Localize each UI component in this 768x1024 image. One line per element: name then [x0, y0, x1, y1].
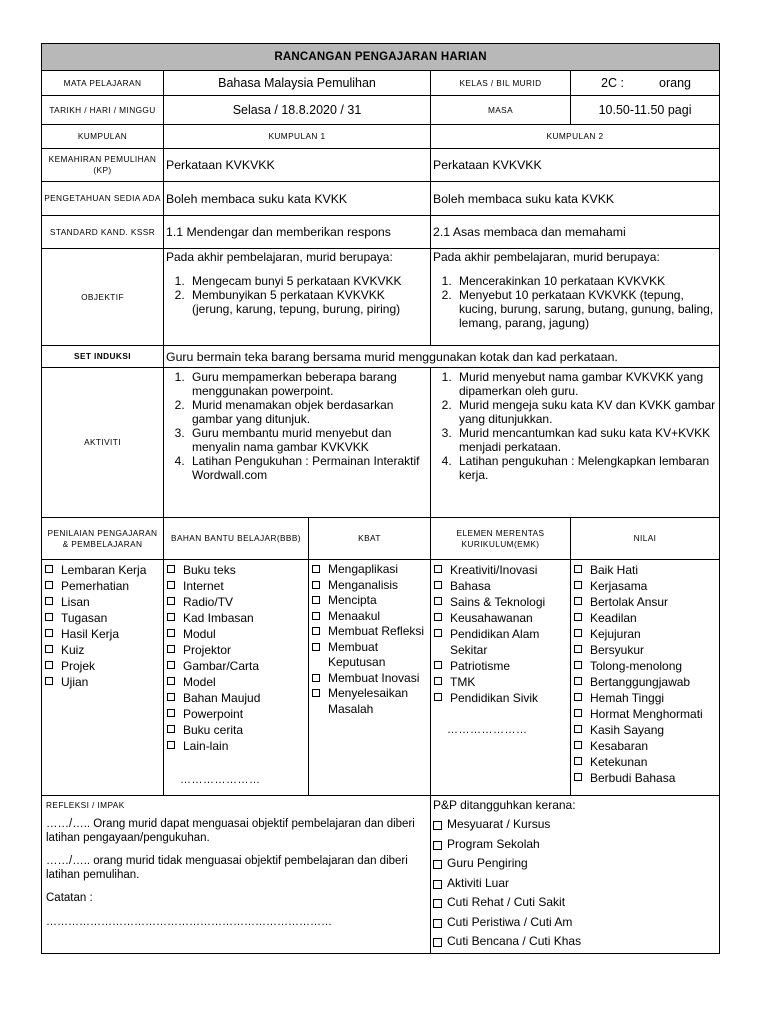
kbat-header: KBAT	[309, 518, 431, 560]
checkbox-item[interactable]	[166, 642, 306, 658]
checkbox-label: Pendidikan Alam Sekitar	[450, 627, 540, 657]
checkbox-item[interactable]	[433, 610, 568, 626]
checkbox-label: Ujian	[61, 675, 89, 689]
checkbox-item[interactable]	[573, 578, 717, 594]
nilai-list	[573, 560, 717, 786]
checkbox-icon[interactable]	[434, 629, 442, 637]
list-item: 1. Guru mempamerkan beberapa barang menggunakan powerpoint.	[188, 370, 428, 398]
checkbox-item[interactable]	[311, 562, 428, 578]
checkbox-item[interactable]	[311, 640, 428, 671]
emk-cell	[431, 560, 571, 796]
checkbox-item[interactable]	[433, 913, 717, 933]
kumpulan-1-header: KUMPULAN 1	[164, 125, 431, 149]
checkbox-item[interactable]	[433, 815, 717, 835]
checkbox-label: Guru Pengiring	[447, 856, 528, 870]
checkbox-item[interactable]	[433, 874, 717, 894]
checkbox-label: Bersyukur	[590, 643, 645, 657]
checkbox-item[interactable]	[44, 674, 161, 690]
checkbox-label: Sains & Teknologi	[450, 595, 546, 609]
checkbox-icon[interactable]	[574, 565, 582, 573]
checkbox-icon[interactable]	[433, 899, 442, 908]
checkbox-label: Lembaran Kerja	[61, 563, 147, 577]
tarikh-value: Selasa / 18.8.2020 / 31	[164, 96, 431, 125]
standard-k2: 2.1 Asas membaca dan memahami	[431, 216, 720, 249]
kelas-value: 2C :	[601, 76, 624, 90]
checkbox-label: Hormat Menghormati	[590, 707, 703, 721]
checkbox-label: Menganalisis	[328, 577, 399, 592]
checkbox-icon[interactable]	[167, 693, 175, 701]
checkbox-label: Model	[183, 675, 216, 689]
checkbox-icon[interactable]	[574, 581, 582, 589]
checkbox-item[interactable]	[166, 610, 306, 626]
checkbox-label: Kesabaran	[590, 739, 649, 753]
checkbox-item[interactable]	[433, 835, 717, 855]
pp-cell	[431, 796, 720, 954]
checkbox-item[interactable]	[573, 610, 717, 626]
checkbox-icon[interactable]	[434, 565, 442, 573]
checkbox-icon[interactable]	[434, 693, 442, 701]
checkbox-label: Membuat Refleksi	[328, 624, 425, 638]
checkbox-item[interactable]	[44, 578, 161, 594]
checkbox-icon[interactable]	[433, 841, 442, 850]
refleksi-line-2: ……/….. orang murid tidak menguasai objektif pembelajaran dan diberi latihan pemulihan.	[46, 855, 408, 881]
checkbox-icon[interactable]	[45, 677, 53, 685]
list-item: 1. Mengecam bunyi 5 perkataan KVKVKK	[188, 274, 428, 288]
checkbox-label: Kreativiti/Inovasi	[450, 563, 538, 577]
checkbox-label: Menaakul	[328, 608, 381, 623]
checkbox-icon[interactable]	[433, 821, 442, 830]
checkbox-icon[interactable]	[574, 773, 582, 781]
checkbox-item[interactable]	[573, 562, 717, 578]
page-title: RANCANGAN PENGAJARAN HARIAN	[42, 44, 720, 71]
checkbox-icon[interactable]	[433, 919, 442, 928]
checkbox-icon[interactable]	[167, 613, 175, 621]
checkbox-icon[interactable]	[312, 643, 320, 651]
checkbox-label: Lain-lain	[183, 739, 229, 753]
list-item: 2. Murid menamakan objek berdasarkan gambar yang ditunjuk.	[188, 398, 428, 426]
rph-table	[41, 43, 720, 954]
checkbox-label: Membuat Inovasi	[328, 670, 420, 685]
kelas-cell	[571, 71, 720, 96]
list-item: 4. Latihan Pengukuhan : Permainan Interaktif Wordwall.com	[188, 454, 428, 482]
mata-pelajaran-label: MATA PELAJARAN	[42, 71, 164, 96]
checkbox-icon[interactable]	[45, 597, 53, 605]
checkbox-icon[interactable]	[574, 741, 582, 749]
checkbox-icon[interactable]	[574, 709, 582, 717]
emk-header: ELEMEN MERENTAS KURIKULUM(EMK)	[431, 518, 571, 560]
list-item: 2. Membunyikan 5 perkataan KVKVKK (jerung, karung, tepung, burung, piring)	[188, 288, 428, 316]
checkbox-item[interactable]	[44, 658, 161, 674]
checkbox-label: Hemah Tinggi	[590, 691, 665, 705]
list-item: 1. Murid menyebut nama gambar KVKVKK yang dipamerkan oleh guru.	[455, 370, 717, 398]
checkbox-icon[interactable]	[312, 581, 320, 589]
checkbox-label: Bertolak Ansur	[590, 595, 669, 609]
standard-label: STANDARD KAND. KSSR	[42, 216, 164, 249]
checkbox-item[interactable]	[166, 738, 306, 754]
checkbox-icon[interactable]	[312, 689, 320, 697]
checkbox-item[interactable]	[433, 578, 568, 594]
checkbox-icon[interactable]	[574, 629, 582, 637]
checkbox-item[interactable]	[166, 722, 306, 738]
checkbox-label: Kejujuran	[590, 627, 641, 641]
checkbox-icon[interactable]	[167, 645, 175, 653]
checkbox-icon[interactable]	[167, 597, 175, 605]
checkbox-label: Berbudi Bahasa	[590, 771, 676, 785]
checkbox-icon[interactable]	[434, 613, 442, 621]
objektif-k1-list	[166, 274, 428, 316]
checkbox-icon[interactable]	[312, 612, 320, 620]
list-item: 1. Mencerakinkan 10 perkataan KVKVKK	[455, 274, 717, 288]
nilai-cell	[571, 560, 720, 796]
checkbox-item[interactable]	[433, 626, 568, 658]
list-item: 2. Menyebut 10 perkataan KVKVKK (tepung, kucing, burung, sarung, butang, gunung, baling, lemang, parang, jagung)	[455, 288, 717, 330]
bbb-dots: …………………	[180, 774, 261, 786]
checkbox-icon[interactable]	[45, 629, 53, 637]
kemahiran-label: KEMAHIRAN PEMULIHAN (KP)	[42, 149, 164, 182]
checkbox-item[interactable]	[573, 706, 717, 722]
checkbox-item[interactable]	[573, 674, 717, 690]
bbb-list	[166, 560, 306, 754]
checkbox-item[interactable]	[573, 594, 717, 610]
checkbox-label: Ketekunan	[590, 755, 648, 769]
standard-k1: 1.1 Mendengar dan memberikan respons	[164, 216, 431, 249]
checkbox-label: Tugasan	[61, 611, 108, 625]
checkbox-label: Cuti Rehat / Cuti Sakit	[447, 895, 566, 909]
kelas-label: KELAS / BIL MURID	[431, 71, 571, 96]
checkbox-label: Radio/TV	[183, 595, 234, 609]
checkbox-icon[interactable]	[167, 725, 175, 733]
checkbox-label: Program Sekolah	[447, 836, 540, 851]
checkbox-label: Keusahawanan	[450, 611, 533, 625]
checkbox-icon[interactable]	[167, 709, 175, 717]
checkbox-label: Gambar/Carta	[183, 659, 260, 673]
checkbox-label: Kerjasama	[590, 579, 648, 593]
checkbox-icon[interactable]	[312, 596, 320, 604]
checkbox-item[interactable]	[44, 562, 161, 578]
checkbox-label: Menyelesaikan Masalah	[328, 686, 409, 716]
penilaian-list	[44, 560, 161, 690]
checkbox-label: Projektor	[183, 643, 232, 657]
checkbox-label: Kad Imbasan	[183, 611, 254, 625]
checkbox-item[interactable]	[166, 578, 306, 594]
checkbox-icon[interactable]	[434, 677, 442, 685]
penilaian-cell	[42, 560, 164, 796]
checkbox-item[interactable]	[573, 658, 717, 674]
checkbox-item[interactable]	[44, 642, 161, 658]
checkbox-icon[interactable]	[167, 741, 175, 749]
nilai-header: NILAI	[571, 518, 720, 560]
checkbox-label: Keadilan	[590, 611, 637, 625]
checkbox-label: Mengaplikasi	[328, 562, 399, 576]
checkbox-icon[interactable]	[45, 581, 53, 589]
checkbox-item[interactable]	[311, 686, 428, 717]
checkbox-item[interactable]	[311, 593, 428, 609]
catatan-label: Catatan :	[46, 892, 93, 904]
checkbox-label: Hasil Kerja	[61, 627, 120, 641]
refleksi-body	[46, 818, 426, 929]
emk-list	[433, 560, 568, 706]
checkbox-label: Bahan Maujud	[183, 691, 261, 705]
checkbox-label: Bertanggungjawab	[590, 675, 691, 689]
catatan-dots: ……………………………………………………………………	[46, 915, 332, 928]
kumpulan-label: KUMPULAN	[42, 125, 164, 149]
objektif-k2-intro: Pada akhir pembelajaran, murid berupaya:	[433, 250, 660, 264]
pp-list	[433, 815, 717, 952]
tarikh-label: TARIKH / HARI / MINGGU	[42, 96, 164, 125]
checkbox-label: Buku cerita	[183, 723, 244, 737]
objektif-k2	[431, 249, 720, 346]
list-item: 2. Murid mengeja suku kata KV dan KVKK gambar yang ditunjukkan.	[455, 398, 717, 426]
checkbox-item[interactable]	[44, 626, 161, 642]
checkbox-icon[interactable]	[312, 627, 320, 635]
checkbox-icon[interactable]	[167, 565, 175, 573]
checkbox-item[interactable]	[433, 893, 717, 913]
kumpulan-2-header: KUMPULAN 2	[431, 125, 720, 149]
set-induksi-value: Guru bermain teka barang bersama murid menggunakan kotak dan kad perkataan.	[164, 346, 720, 368]
checkbox-label: Baik Hati	[590, 563, 639, 577]
checkbox-icon[interactable]	[167, 629, 175, 637]
checkbox-icon[interactable]	[574, 661, 582, 669]
set-induksi-label: SET INDUKSI	[42, 346, 164, 368]
list-item: 4. Latihan pengukuhan : Melengkapkan lembaran kerja.	[455, 454, 717, 482]
checkbox-icon[interactable]	[45, 565, 53, 573]
kbat-cell	[309, 560, 431, 796]
objektif-k1-intro: Pada akhir pembelajaran, murid berupaya:	[166, 250, 393, 264]
checkbox-item[interactable]	[433, 690, 568, 706]
checkbox-label: Kuiz	[61, 643, 85, 657]
checkbox-item[interactable]	[573, 690, 717, 706]
checkbox-item[interactable]	[166, 674, 306, 690]
checkbox-item[interactable]	[573, 738, 717, 754]
bbb-header: BAHAN BANTU BELAJAR(BBB)	[164, 518, 309, 560]
checkbox-label: Mesyuarat / Kursus	[447, 817, 551, 831]
checkbox-icon[interactable]	[433, 880, 442, 889]
checkbox-item[interactable]	[311, 624, 428, 640]
checkbox-label: Membuat Keputusan	[328, 639, 386, 669]
aktiviti-label: AKTIVITI	[42, 368, 164, 518]
refleksi-cell	[42, 796, 431, 954]
list-item: 3. Guru membantu murid menyebut dan menyalin nama gambar KVKVKK	[188, 426, 428, 454]
aktiviti-k2	[431, 368, 720, 518]
checkbox-item[interactable]	[433, 932, 717, 952]
pengetahuan-label: PENGETAHUAN SEDIA ADA	[42, 182, 164, 216]
penilaian-header: PENILAIAN PENGAJARAN & PEMBELAJARAN	[42, 518, 164, 560]
checkbox-item[interactable]	[311, 671, 428, 687]
checkbox-item[interactable]	[166, 562, 306, 578]
checkbox-icon[interactable]	[574, 757, 582, 765]
checkbox-item[interactable]	[433, 854, 717, 874]
checkbox-item[interactable]	[433, 658, 568, 674]
checkbox-label: Modul	[183, 627, 216, 641]
checkbox-icon[interactable]	[167, 661, 175, 669]
checkbox-icon[interactable]	[574, 645, 582, 653]
checkbox-label: Pemerhatian	[61, 579, 130, 593]
pengetahuan-k2: Boleh membaca suku kata KVKK	[431, 182, 720, 216]
objektif-label: OBJEKTIF	[42, 249, 164, 346]
checkbox-icon[interactable]	[574, 613, 582, 621]
checkbox-icon[interactable]	[574, 677, 582, 685]
checkbox-item[interactable]	[433, 674, 568, 690]
mata-pelajaran-value: Bahasa Malaysia Pemulihan	[164, 71, 431, 96]
checkbox-label: Buku teks	[183, 563, 236, 577]
checkbox-label: Patriotisme	[450, 659, 511, 673]
refleksi-label: REFLEKSI / IMPAK	[46, 800, 125, 810]
masa-label: MASA	[431, 96, 571, 125]
checkbox-item[interactable]	[166, 658, 306, 674]
checkbox-label: Cuti Peristiwa / Cuti Am	[447, 914, 573, 929]
objektif-k2-list	[433, 274, 717, 330]
checkbox-icon[interactable]	[574, 693, 582, 701]
checkbox-item[interactable]	[573, 642, 717, 658]
kemahiran-k1: Perkataan KVKVKK	[164, 149, 431, 182]
checkbox-label: Mencipta	[328, 593, 377, 607]
checkbox-label: Lisan	[61, 595, 90, 609]
checkbox-icon[interactable]	[45, 661, 53, 669]
checkbox-icon[interactable]	[45, 613, 53, 621]
aktiviti-k2-list	[433, 370, 717, 482]
refleksi-line-1: ……/….. Orang murid dapat menguasai objektif pembelajaran dan diberi latihan pengayaan/pengukuhan.	[46, 818, 415, 844]
kemahiran-k2: Perkataan KVKVKK	[431, 149, 720, 182]
objektif-k1	[164, 249, 431, 346]
checkbox-icon[interactable]	[433, 860, 442, 869]
checkbox-icon[interactable]	[433, 938, 442, 947]
checkbox-label: Kasih Sayang	[590, 723, 665, 737]
checkbox-label: Powerpoint	[183, 707, 244, 721]
checkbox-item[interactable]	[44, 594, 161, 610]
checkbox-item[interactable]	[573, 722, 717, 738]
checkbox-icon[interactable]	[574, 597, 582, 605]
aktiviti-k1-list	[166, 370, 428, 482]
checkbox-item[interactable]	[166, 706, 306, 722]
checkbox-label: Tolong-menolong	[590, 659, 683, 673]
kbat-list	[311, 560, 428, 717]
checkbox-item[interactable]	[166, 594, 306, 610]
checkbox-item[interactable]	[311, 609, 428, 625]
pengetahuan-k1: Boleh membaca suku kata KVKK	[164, 182, 431, 216]
checkbox-item[interactable]	[573, 626, 717, 642]
checkbox-item[interactable]	[311, 578, 428, 594]
checkbox-label: Aktiviti Luar	[447, 875, 510, 890]
checkbox-label: Cuti Bencana / Cuti Khas	[447, 934, 582, 948]
checkbox-icon[interactable]	[434, 661, 442, 669]
checkbox-label: Projek	[61, 659, 96, 673]
checkbox-item[interactable]	[166, 690, 306, 706]
checkbox-label: Pendidikan Sivik	[450, 691, 539, 705]
checkbox-item[interactable]	[433, 594, 568, 610]
checkbox-label: TMK	[450, 675, 476, 689]
checkbox-icon[interactable]	[574, 725, 582, 733]
checkbox-item[interactable]	[573, 770, 717, 786]
list-item: 3. Murid mencantumkan kad suku kata KV+KVKK menjadi perkataan.	[455, 426, 717, 454]
checkbox-icon[interactable]	[167, 677, 175, 685]
bbb-cell	[164, 560, 309, 796]
kelas-suffix: orang	[659, 76, 691, 90]
checkbox-item[interactable]	[433, 562, 568, 578]
checkbox-item[interactable]	[573, 754, 717, 770]
checkbox-label: Bahasa	[450, 579, 491, 593]
checkbox-item[interactable]	[166, 626, 306, 642]
checkbox-icon[interactable]	[167, 581, 175, 589]
pp-title: P&P ditangguhkan kerana:	[433, 798, 576, 812]
checkbox-icon[interactable]	[434, 581, 442, 589]
checkbox-icon[interactable]	[434, 597, 442, 605]
checkbox-icon[interactable]	[45, 645, 53, 653]
aktiviti-k1	[164, 368, 431, 518]
masa-value: 10.50-11.50 pagi	[571, 96, 720, 125]
checkbox-icon[interactable]	[312, 565, 320, 573]
checkbox-item[interactable]	[44, 610, 161, 626]
emk-dots: …………………	[447, 724, 528, 736]
checkbox-label: Internet	[183, 579, 224, 593]
checkbox-icon[interactable]	[312, 674, 320, 682]
